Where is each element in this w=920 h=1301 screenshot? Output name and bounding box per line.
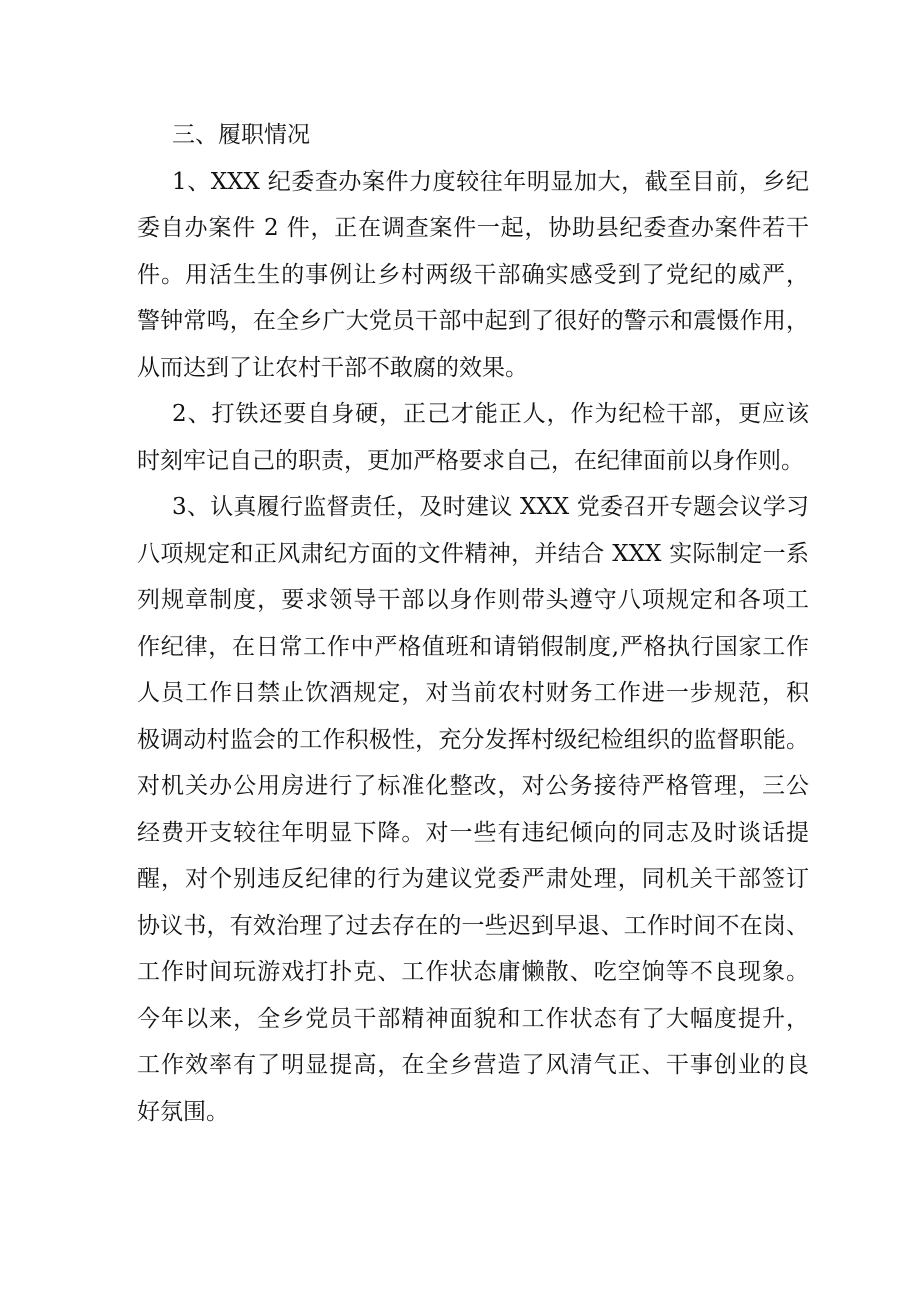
paragraph-3-line-7: 对机关办公用房进行了标准化整改，对公务接待严格管理，三公	[137, 773, 809, 799]
paragraph-2-line-2: 时刻牢记自己的职责，更加严格要求自己，在纪律面前以身作则。	[137, 447, 804, 474]
paragraph-1	[137, 159, 809, 392]
paragraph-2	[137, 391, 809, 484]
paragraph-3-line-12: 今年以来，全乡党员干部精神面貌和工作状态有了大幅度提升，	[137, 1005, 809, 1032]
paragraph-3-line-8: 经费开支较往年明显下降。对一些有违纪倾向的同志及时谈话提	[137, 819, 809, 846]
paragraph-1-line-2: 委自办案件 2 件，正在调查案件一起，协助县纪委查办案件若干	[137, 215, 809, 241]
paragraph-2-line-1: 2、打铁还要自身硬，正己才能正人，作为纪检干部，更应该	[172, 401, 809, 427]
paragraph-3-line-10: 协议书，有效治理了过去存在的一些迟到早退、工作时间不在岗、	[137, 912, 809, 939]
paragraph-1-line-4: 警钟常鸣，在全乡广大党员干部中起到了很好的警示和震慑作用，	[137, 308, 809, 334]
paragraph-3-line-13: 工作效率有了明显提高，在全乡营造了风清气正、干事创业的良	[137, 1052, 809, 1078]
document-body	[137, 112, 809, 1135]
paragraph-1-line-5: 从而达到了让农村干部不敢腐的效果。	[137, 354, 528, 381]
paragraph-1-line-3: 件。用活生生的事例让乡村两级干部确实感受到了党纪的威严，	[137, 261, 809, 288]
paragraph-3-line-4: 作纪律，在日常工作中严格值班和请销假制度,严格执行国家工作	[137, 633, 809, 660]
paragraph-3-line-3: 列规章制度，要求领导干部以身作则带头遵守八项规定和各项工	[137, 587, 809, 613]
paragraph-3-line-6: 极调动村监会的工作积极性，充分发挥村级纪检组织的监督职能。	[137, 726, 809, 753]
paragraph-3-line-5: 人员工作日禁止饮酒规定，对当前农村财务工作进一步规范，积	[137, 680, 809, 706]
paragraph-3-line-11: 工作时间玩游戏打扑克、工作状态庸懒散、吃空饷等不良现象。	[137, 959, 809, 985]
paragraph-3-line-2: 八项规定和正风肃纪方面的文件精神，并结合 XXX 实际制定一系	[137, 540, 809, 567]
paragraph-3-line-1: 3、认真履行监督责任，及时建议 XXX 党委召开专题会议学习	[172, 494, 809, 520]
section-heading: 三、履职情况	[172, 122, 310, 148]
paragraph-3	[137, 484, 809, 1135]
paragraph-3-line-9: 醒，对个别违反纪律的行为建议党委严肃处理，同机关干部签订	[137, 866, 809, 892]
paragraph-3-line-14: 好氛围。	[137, 1098, 229, 1125]
paragraph-1-line-1: 1、XXX 纪委查办案件力度较往年明显加大，截至目前，乡纪	[172, 168, 809, 195]
